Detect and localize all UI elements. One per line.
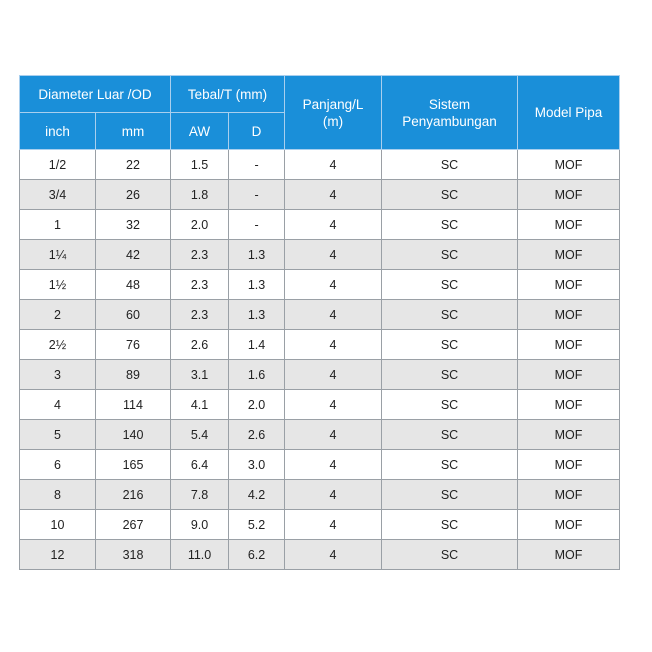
cell-connection: SC xyxy=(382,450,518,480)
cell-aw: 1.5 xyxy=(171,150,229,180)
cell-inch: 12 xyxy=(20,540,96,570)
cell-d: 2.0 xyxy=(229,390,285,420)
table-row xyxy=(20,480,620,510)
cell-d: 1.3 xyxy=(229,240,285,270)
cell-aw: 5.4 xyxy=(171,420,229,450)
cell-model: MOF xyxy=(518,300,620,330)
cell-d: - xyxy=(229,150,285,180)
cell-connection: SC xyxy=(382,210,518,240)
subheader-inch: inch xyxy=(20,113,96,150)
subheader-mm: mm xyxy=(96,113,171,150)
cell-aw: 2.0 xyxy=(171,210,229,240)
cell-connection: SC xyxy=(382,360,518,390)
cell-connection: SC xyxy=(382,180,518,210)
table-body xyxy=(20,150,620,570)
cell-length: 4 xyxy=(285,390,382,420)
cell-length: 4 xyxy=(285,330,382,360)
header-pipe-model: Model Pipa xyxy=(518,76,620,150)
cell-inch: 10 xyxy=(20,510,96,540)
table-row xyxy=(20,300,620,330)
cell-mm: 22 xyxy=(96,150,171,180)
cell-aw: 6.4 xyxy=(171,450,229,480)
cell-length: 4 xyxy=(285,210,382,240)
cell-length: 4 xyxy=(285,240,382,270)
cell-d: 1.6 xyxy=(229,360,285,390)
cell-model: MOF xyxy=(518,270,620,300)
cell-aw: 2.6 xyxy=(171,330,229,360)
table-row xyxy=(20,330,620,360)
cell-connection: SC xyxy=(382,270,518,300)
cell-length: 4 xyxy=(285,420,382,450)
cell-model: MOF xyxy=(518,210,620,240)
header-connection-system xyxy=(382,76,518,150)
cell-mm: 89 xyxy=(96,360,171,390)
pipe-spec-table xyxy=(19,75,620,570)
cell-inch: 5 xyxy=(20,420,96,450)
table-row xyxy=(20,540,620,570)
cell-mm: 26 xyxy=(96,180,171,210)
cell-aw: 4.1 xyxy=(171,390,229,420)
cell-length: 4 xyxy=(285,180,382,210)
table-row xyxy=(20,180,620,210)
cell-d: 4.2 xyxy=(229,480,285,510)
header-diameter-od: Diameter Luar /OD xyxy=(20,76,171,113)
cell-aw: 9.0 xyxy=(171,510,229,540)
table-row xyxy=(20,360,620,390)
cell-length: 4 xyxy=(285,300,382,330)
cell-length: 4 xyxy=(285,150,382,180)
cell-inch: 1½ xyxy=(20,270,96,300)
cell-inch: 1/2 xyxy=(20,150,96,180)
cell-connection: SC xyxy=(382,330,518,360)
subheader-aw: AW xyxy=(171,113,229,150)
table-row xyxy=(20,510,620,540)
header-length-line2: (m) xyxy=(322,113,344,129)
cell-d: 1.4 xyxy=(229,330,285,360)
cell-mm: 267 xyxy=(96,510,171,540)
cell-length: 4 xyxy=(285,360,382,390)
cell-model: MOF xyxy=(518,510,620,540)
cell-inch: 8 xyxy=(20,480,96,510)
cell-length: 4 xyxy=(285,510,382,540)
cell-length: 4 xyxy=(285,480,382,510)
cell-aw: 7.8 xyxy=(171,480,229,510)
cell-mm: 60 xyxy=(96,300,171,330)
header-thickness: Tebal/T (mm) xyxy=(171,76,285,113)
cell-d: 2.6 xyxy=(229,420,285,450)
cell-aw: 3.1 xyxy=(171,360,229,390)
cell-d: 1.3 xyxy=(229,300,285,330)
cell-model: MOF xyxy=(518,360,620,390)
cell-inch: 3 xyxy=(20,360,96,390)
cell-model: MOF xyxy=(518,450,620,480)
cell-mm: 216 xyxy=(96,480,171,510)
cell-inch: 4 xyxy=(20,390,96,420)
table-row xyxy=(20,150,620,180)
cell-connection: SC xyxy=(382,510,518,540)
cell-d: 6.2 xyxy=(229,540,285,570)
cell-mm: 165 xyxy=(96,450,171,480)
cell-inch: 2½ xyxy=(20,330,96,360)
pipe-spec-table-container xyxy=(19,75,619,570)
cell-connection: SC xyxy=(382,480,518,510)
cell-mm: 76 xyxy=(96,330,171,360)
table-row xyxy=(20,390,620,420)
cell-model: MOF xyxy=(518,540,620,570)
cell-mm: 48 xyxy=(96,270,171,300)
cell-model: MOF xyxy=(518,390,620,420)
cell-d: 1.3 xyxy=(229,270,285,300)
cell-inch: 2 xyxy=(20,300,96,330)
cell-model: MOF xyxy=(518,180,620,210)
cell-connection: SC xyxy=(382,390,518,420)
cell-aw: 1.8 xyxy=(171,180,229,210)
cell-connection: SC xyxy=(382,540,518,570)
cell-connection: SC xyxy=(382,150,518,180)
cell-inch: 3/4 xyxy=(20,180,96,210)
cell-model: MOF xyxy=(518,150,620,180)
cell-length: 4 xyxy=(285,270,382,300)
cell-aw: 2.3 xyxy=(171,270,229,300)
cell-mm: 32 xyxy=(96,210,171,240)
cell-model: MOF xyxy=(518,420,620,450)
table-row xyxy=(20,270,620,300)
subheader-d: D xyxy=(229,113,285,150)
cell-d: - xyxy=(229,180,285,210)
cell-d: - xyxy=(229,210,285,240)
cell-length: 4 xyxy=(285,540,382,570)
cell-mm: 140 xyxy=(96,420,171,450)
table-row xyxy=(20,210,620,240)
cell-inch: 1¼ xyxy=(20,240,96,270)
cell-model: MOF xyxy=(518,480,620,510)
cell-mm: 318 xyxy=(96,540,171,570)
table-row xyxy=(20,240,620,270)
cell-mm: 114 xyxy=(96,390,171,420)
cell-connection: SC xyxy=(382,420,518,450)
cell-length: 4 xyxy=(285,450,382,480)
table-row xyxy=(20,450,620,480)
cell-model: MOF xyxy=(518,240,620,270)
header-length xyxy=(285,76,382,150)
table-row xyxy=(20,420,620,450)
cell-aw: 2.3 xyxy=(171,300,229,330)
cell-inch: 6 xyxy=(20,450,96,480)
cell-mm: 42 xyxy=(96,240,171,270)
cell-inch: 1 xyxy=(20,210,96,240)
cell-model: MOF xyxy=(518,330,620,360)
header-connection-line2: Penyambungan xyxy=(402,113,497,129)
cell-aw: 11.0 xyxy=(171,540,229,570)
cell-connection: SC xyxy=(382,240,518,270)
cell-d: 5.2 xyxy=(229,510,285,540)
cell-connection: SC xyxy=(382,300,518,330)
cell-d: 3.0 xyxy=(229,450,285,480)
cell-aw: 2.3 xyxy=(171,240,229,270)
header-connection-line1: Sistem xyxy=(428,96,471,112)
header-length-line1: Panjang/L xyxy=(302,96,364,112)
